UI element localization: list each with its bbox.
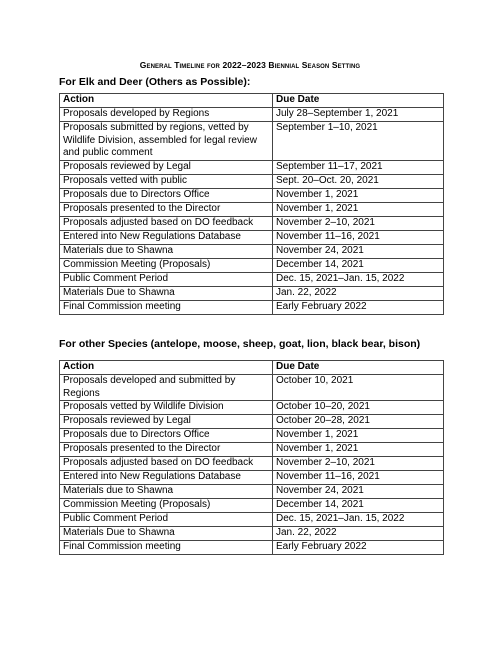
- table-header-row: [60, 361, 444, 375]
- column-header-due-date: Due Date: [273, 361, 444, 375]
- table-row: [60, 244, 444, 258]
- due-date-cell: Dec. 15, 2021–Jan. 15, 2022: [273, 513, 444, 527]
- due-date-cell: Early February 2022: [273, 300, 444, 314]
- action-cell: Final Commission meeting: [60, 541, 273, 555]
- action-cell: Proposals due to Directors Office: [60, 429, 273, 443]
- action-cell: Materials due to Shawna: [60, 485, 273, 499]
- table-row: [60, 401, 444, 415]
- due-date-cell: December 14, 2021: [273, 258, 444, 272]
- due-date-cell: November 2–10, 2021: [273, 457, 444, 471]
- action-cell: Materials Due to Shawna: [60, 286, 273, 300]
- action-cell: Proposals adjusted based on DO feedback: [60, 457, 273, 471]
- timeline-table-other-species: [59, 360, 444, 555]
- table-row: [60, 471, 444, 485]
- action-cell: Proposals presented to the Director: [60, 443, 273, 457]
- action-cell: Public Comment Period: [60, 513, 273, 527]
- due-date-cell: Jan. 22, 2022: [273, 527, 444, 541]
- table-row: [60, 122, 444, 161]
- table-row: [60, 258, 444, 272]
- table-row: [60, 216, 444, 230]
- action-cell: Proposals vetted by Wildlife Division: [60, 401, 273, 415]
- action-cell: Materials due to Shawna: [60, 244, 273, 258]
- due-date-cell: November 24, 2021: [273, 485, 444, 499]
- table-header-row: [60, 94, 444, 108]
- due-date-cell: October 10–20, 2021: [273, 401, 444, 415]
- table-row: [60, 230, 444, 244]
- table-row: [60, 108, 444, 122]
- action-cell: Proposals developed and submitted by Regions: [60, 375, 273, 401]
- due-date-cell: December 14, 2021: [273, 499, 444, 513]
- action-cell: Entered into New Regulations Database: [60, 471, 273, 485]
- table-row: [60, 485, 444, 499]
- action-cell: Proposals due to Directors Office: [60, 188, 273, 202]
- due-date-cell: October 20–28, 2021: [273, 415, 444, 429]
- action-cell: Proposals submitted by regions, vetted by Wildlife Division, assembled for legal review and public comment: [60, 122, 273, 161]
- due-date-cell: November 11–16, 2021: [273, 471, 444, 485]
- action-cell: Proposals developed by Regions: [60, 108, 273, 122]
- action-cell: Proposals reviewed by Legal: [60, 415, 273, 429]
- due-date-cell: November 11–16, 2021: [273, 230, 444, 244]
- due-date-cell: September 1–10, 2021: [273, 122, 444, 161]
- action-cell: Proposals adjusted based on DO feedback: [60, 216, 273, 230]
- table-row: [60, 499, 444, 513]
- timeline-table-elk-deer: [59, 93, 444, 315]
- table-row: [60, 527, 444, 541]
- action-cell: Entered into New Regulations Database: [60, 230, 273, 244]
- action-cell: Final Commission meeting: [60, 300, 273, 314]
- due-date-cell: November 1, 2021: [273, 202, 444, 216]
- table-row: [60, 300, 444, 314]
- column-header-action: Action: [60, 94, 273, 108]
- due-date-cell: Sept. 20–Oct. 20, 2021: [273, 174, 444, 188]
- action-cell: Materials Due to Shawna: [60, 527, 273, 541]
- due-date-cell: Dec. 15, 2021–Jan. 15, 2022: [273, 272, 444, 286]
- due-date-cell: Jan. 22, 2022: [273, 286, 444, 300]
- column-header-due-date: Due Date: [273, 94, 444, 108]
- action-cell: Proposals presented to the Director: [60, 202, 273, 216]
- table-row: [60, 160, 444, 174]
- table-row: [60, 286, 444, 300]
- due-date-cell: November 1, 2021: [273, 443, 444, 457]
- due-date-cell: Early February 2022: [273, 541, 444, 555]
- due-date-cell: November 24, 2021: [273, 244, 444, 258]
- table-row: [60, 272, 444, 286]
- section-heading-other-species: For other Species (antelope, moose, sheep, goat, lion, black bear, bison): [59, 338, 421, 350]
- action-cell: Public Comment Period: [60, 272, 273, 286]
- table-row: [60, 375, 444, 401]
- action-cell: Commission Meeting (Proposals): [60, 499, 273, 513]
- table-row: [60, 429, 444, 443]
- table-row: [60, 188, 444, 202]
- due-date-cell: November 1, 2021: [273, 429, 444, 443]
- due-date-cell: July 28–September 1, 2021: [273, 108, 444, 122]
- action-cell: Proposals reviewed by Legal: [60, 160, 273, 174]
- due-date-cell: November 2–10, 2021: [273, 216, 444, 230]
- document-title: General Timeline for 2022–2023 Biennial Season Setting: [139, 60, 361, 70]
- action-cell: Proposals vetted with public: [60, 174, 273, 188]
- due-date-cell: October 10, 2021: [273, 375, 444, 401]
- action-cell: Commission Meeting (Proposals): [60, 258, 273, 272]
- table-row: [60, 174, 444, 188]
- due-date-cell: November 1, 2021: [273, 188, 444, 202]
- section-heading-elk-deer: For Elk and Deer (Others as Possible):: [59, 76, 251, 88]
- table-row: [60, 202, 444, 216]
- table-row: [60, 457, 444, 471]
- table-row: [60, 513, 444, 527]
- table-row: [60, 443, 444, 457]
- table-row: [60, 541, 444, 555]
- table-row: [60, 415, 444, 429]
- due-date-cell: September 11–17, 2021: [273, 160, 444, 174]
- column-header-action: Action: [60, 361, 273, 375]
